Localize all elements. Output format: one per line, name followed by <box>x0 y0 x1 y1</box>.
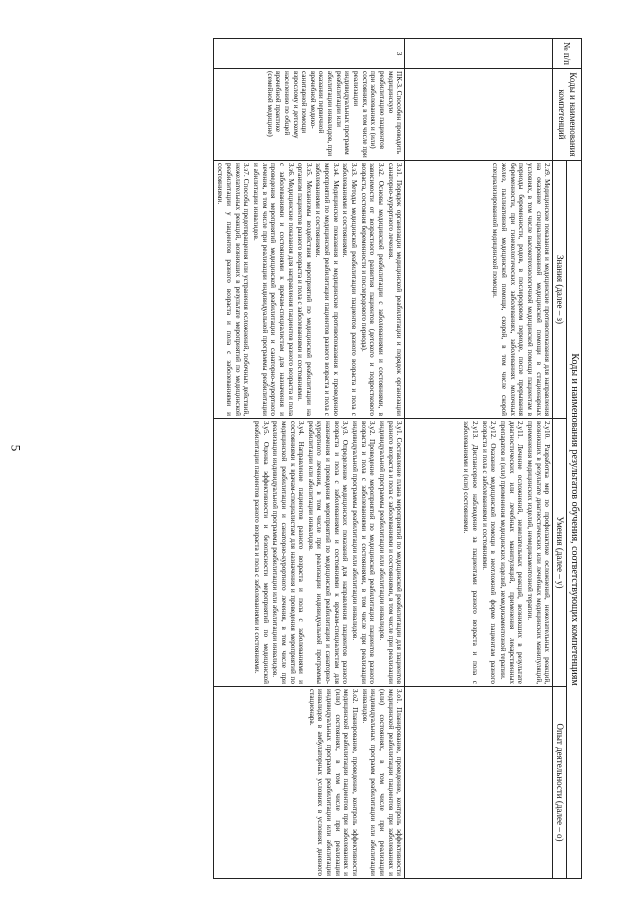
table-row <box>405 39 553 879</box>
experience-cell <box>213 687 404 879</box>
knowledge-item: 3.з5. Механизмы воздействия мероприятий по медицинской реабилитации на организм пациентов разного возраста и пола с заболеваниями и состояниями. <box>296 163 313 416</box>
header-competency-code: Коды и наименования компетенций <box>553 69 582 161</box>
skills-cell <box>405 419 553 687</box>
knowledge-item: 2.з9. Медицинские показания и медицинские противопоказания для направления на оказание специализированной медицинской помощи в стационарных условиях, в том числе высокотехнологичной медицинской помощи пациентам в периоды беременности, родов, в послеродовом периоде, после прерывания беременности, при гинекологических заболеваниях, заболеваниях молочных желез, паллиативной медицинской помощи, скорой, в том числе скорой специализированной медицинской помощи. <box>491 163 552 416</box>
skill-item: 2.у13. Диспансерное наблюдение за пациентами разного возраста и пола с заболеваниями и (или) состояниями. <box>462 421 480 684</box>
table-row <box>213 39 404 879</box>
header-knowledge: Знания (далее – з) <box>553 161 567 419</box>
row-number <box>405 39 553 69</box>
skill-item: 3.у1. Составление плана мероприятий по медицинской реабилитации для пациентов разного возраста и пола с заболеваниями и состояниями, в том числе при реализации индивидуальной программы реабилитации или абилитации инвалидов. <box>377 421 404 684</box>
header-num: № п/п <box>553 39 582 69</box>
competency-cell: ПК-3. Способен проводить медицинскую реабилитацию пациентов при заболеваниях и (или) состояниях, в том числе при реализации индивидуальных программ реабилитации или абилитации инвалидов, при оказании первичной врачебной медико-санитарной помощи взрослому и детскому населению по общей врачебной практике (семейной медицине) <box>213 69 404 161</box>
knowledge-cell <box>405 161 553 419</box>
experience-item: 3.о2. Планирование, проведение, контроль эффективности медицинской реабилитации пациентов при заболеваниях и (или) состояниях, в том числе при реализации индивидуальных программ реабилитации или абилитации инвалидов в амбулаторных условиях в условиях дневного стационара. <box>307 689 359 877</box>
competency-cell <box>405 69 553 161</box>
skill-item: 3.у4. Направление пациентов разного возраста и пола с заболеваниями и состояниями к врачам-специалистам для назначения и проведения мероприятий по медицинской реабилитации и санаторно-курортного лечения, в том числе при реализации индивидуальной программы реабилитации или абилитации инвалидов. <box>271 421 306 684</box>
skill-item: 2.у11. Лечение осложнений, нежелательных реакций, возникших в результате диагностических или лечебных манипуляций, применения лекарственных препаратов и (или) применения медицинских изделий, немедикаментозной терапии. <box>499 421 525 684</box>
row-number: 3 <box>213 39 404 69</box>
knowledge-item: 3.з7. Способы предотвращения или устранения осложнений, побочных действий, нежелательных реакций, возникших в результате мероприятий по медицинской реабилитации у пациентов разного возраста и пола с заболеваниями и состояниями. <box>216 163 251 416</box>
knowledge-item: 3.з6. Медицинские показания для направления пациентов разного возраста и пола с заболеваниями и состояниями к врачам-специалистам для назначения и проведения мероприятий медицинской реабилитации и санаторно-курортного лечения, в том числе при реализации индивидуальной программы реабилитации и абилитации инвалидов. <box>251 163 295 416</box>
header-skills: Умения (далее – у) <box>553 419 567 687</box>
skill-item: 2.у10. Разработка мер по профилактике осложнений, нежелательных реакций, возникших в результате диагностических или лечебных медицинских манипуляций, применения медицинских изделий, немедикаментозной терапии. <box>525 421 552 684</box>
knowledge-item: 3.з3. Методы медицинской реабилитации пациентов разного возраста и пола с заболеваниями и состояниями. <box>341 163 358 416</box>
competency-table <box>213 38 582 879</box>
knowledge-item: 3.з1. Порядок организации медицинской реабилитации и порядок организации санаторно-курортного лечения. <box>386 163 404 416</box>
knowledge-item: 3.з4. Медицинские показания и медицинские противопоказания к проведению мероприятий по медицинской реабилитации пациентов разного возраста и пола с заболеваниями и состояниями. <box>314 163 340 416</box>
experience-cell <box>405 687 553 879</box>
experience-item: 3.о1. Планирование, проведение, контроль эффективности медицинской реабилитации пациентов при заболеваниях и (или) состояниях, в том числе при реализации индивидуальных программ реабилитации или абилитации инвалидов. <box>360 689 404 877</box>
header-results-group: Коды и наименования результатов обучения, соответствующих компетенциям <box>567 161 582 879</box>
skill-item: 3.у5. Оценка эффективности и безопасности мероприятий по медицинской реабилитации пациентов разного возраста и пола с заболеваниями и состояниями. <box>252 421 270 684</box>
header-experience: Опыт деятельности (далее – о) <box>553 687 567 879</box>
knowledge-cell <box>213 161 404 419</box>
rotated-page <box>34 38 582 878</box>
skill-item: 3.у2. Проведение мероприятий по медицинской реабилитации пациентов разного возраста и пола с заболеваниями и состояниями, в том числе при реализации индивидуальной программы реабилитации или абилитации инвалидов. <box>351 421 377 684</box>
skill-item: 2.у12. Оказание медицинской помощи в неотложной форме пациентам разного возраста и пола с заболеваниями и состояниями. <box>480 421 498 684</box>
skill-item: 3.у3. Определение медицинских показаний для направления пациентов разного возраста и пола с заболеваниями и состояниями к врачам-специалистам для назначения и проведения мероприятий по медицинской реабилитации и санаторно-курортного лечения, в том числе при реализации индивидуальной программы реабилитации или абилитации инвалидов. <box>306 421 350 684</box>
skills-cell <box>213 419 404 687</box>
page-number: 5 <box>8 444 24 452</box>
knowledge-item: 3.з2. Основы медицинской реабилитации с заболеваниями и состояниями, в зависимости от возрастного развития пациентов (детского и подросткового возраста, состояния беременности и послеродового периода). <box>359 163 385 416</box>
